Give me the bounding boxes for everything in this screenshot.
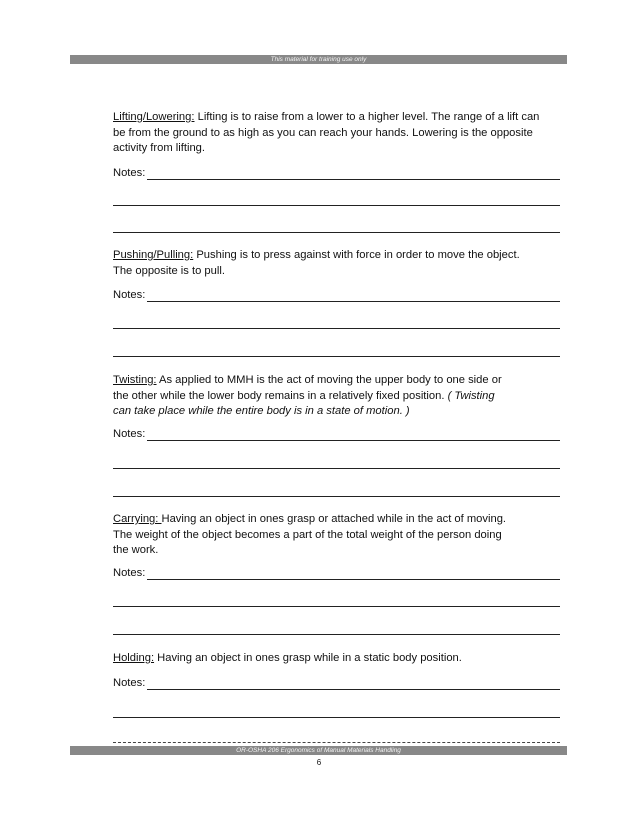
definition-line: The opposite is to pull. [113, 264, 225, 277]
notes-line[interactable] [113, 428, 560, 443]
notes-label: Notes: [113, 566, 146, 579]
notes-line[interactable] [113, 193, 560, 208]
notes-label: Notes: [113, 427, 146, 440]
definition-line: As applied to MMH is the act of moving the upper body to one side or [156, 374, 502, 386]
term-pushing-pulling: Pushing/Pulling: [113, 249, 194, 261]
definition-note: can take place while the entire body is in a state of motion. ) [113, 405, 410, 417]
definition-line: be from the ground to as high as you can reach your hands. Lowering is the opposite [113, 126, 533, 139]
definition-line: the work. [113, 544, 159, 556]
footer-text: OR-OSHA 206 Ergonomics of Manual Materials Handling [236, 747, 401, 754]
term-lifting-lowering: Lifting/Lowering: [113, 111, 195, 123]
notes-line[interactable] [113, 344, 560, 359]
notes-line[interactable] [113, 484, 560, 499]
notes-line[interactable] [113, 622, 560, 637]
notes-line[interactable] [113, 456, 560, 471]
notes-line[interactable] [113, 220, 560, 235]
section-holding [113, 651, 563, 667]
section-carrying [113, 512, 563, 559]
notes-label: Notes: [113, 288, 146, 301]
notes-line[interactable] [113, 594, 560, 609]
section-twisting [113, 373, 563, 420]
notes-line[interactable] [113, 705, 560, 720]
notes-label: Notes: [113, 166, 146, 179]
cut-off-notes-line [113, 742, 560, 743]
notes-line[interactable] [113, 167, 560, 182]
notes-line[interactable] [113, 567, 560, 582]
footer-band [70, 746, 567, 755]
term-holding: Holding: [113, 652, 155, 664]
section-pushing-pulling [113, 248, 563, 279]
definition-line: Pushing is to press against with force in order to move the object. [193, 249, 520, 261]
header-band [70, 55, 567, 64]
notes-line[interactable] [113, 316, 560, 331]
definition-line: the other while the lower body remains in a relatively fixed position. [113, 389, 448, 402]
page-number: 6 [316, 758, 322, 767]
definition-line: activity from lifting. [113, 142, 206, 154]
header-text: This material for training use only [270, 56, 367, 63]
notes-label: Notes: [113, 676, 146, 689]
definition-note: ( Twisting [447, 389, 495, 402]
term-twisting: Twisting: [113, 374, 157, 386]
section-lifting-lowering [113, 110, 563, 157]
notes-line[interactable] [113, 289, 560, 304]
definition-line: Lifting is to raise from a lower to a higher level. The range of a lift can [194, 111, 540, 123]
definition-line: The weight of the object becomes a part of the total weight of the person doing [113, 528, 502, 541]
term-carrying: Carrying: [113, 513, 162, 525]
definition-line: Having an object in ones grasp or attached while in the act of moving. [161, 513, 507, 525]
definition-line: Having an object in ones grasp while in a static body position. [154, 652, 462, 664]
notes-line[interactable] [113, 677, 560, 692]
